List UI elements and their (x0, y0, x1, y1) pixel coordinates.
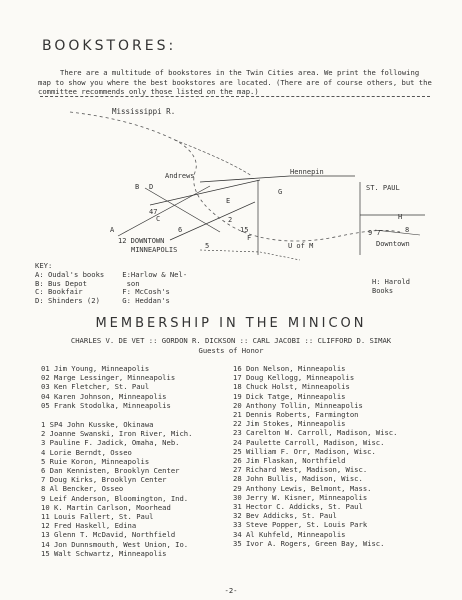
member-entry: 27 Richard West, Madison, Wisc. (233, 465, 368, 475)
member-entry: 6 Dan Kennisten, Brooklyn Center (41, 466, 180, 476)
member-entry: 21 Dennis Roberts, Farmington (233, 410, 359, 420)
map-marker-b: B (135, 183, 140, 191)
key-title: KEY: (35, 261, 53, 270)
key-item-a: A: Oudal's books (35, 269, 105, 279)
member-entry: 1 SP4 John Kusske, Okinawa (41, 420, 154, 430)
map-marker-6: 6 (178, 226, 183, 234)
road-sp (375, 230, 420, 235)
member-entry: 03 Ken Fletcher, St. Paul (41, 382, 150, 392)
road-diag-2 (150, 180, 260, 205)
member-list-right (233, 364, 397, 548)
key-item-d: D: Shinders (2) (35, 296, 100, 306)
river-line-2 (175, 140, 252, 176)
map-harold-label-2: Books (372, 287, 394, 295)
map-marker-47: 47 (149, 208, 158, 216)
map-harold-label-1: H: Harold (372, 278, 410, 286)
map-marker-e: E (226, 197, 231, 205)
member-entry: 3 Pauline F. Jadick, Omaha, Neb. (41, 438, 180, 448)
map-andrews-label: Andrews (165, 172, 195, 180)
map-marker-2: 2 (228, 216, 233, 224)
member-entry: 10 K. Martin Carlson, Moorhead (41, 502, 171, 512)
intro-paragraph (38, 68, 433, 97)
map-marker-9-7: 9 7 (368, 229, 381, 237)
river-line (70, 112, 403, 241)
membership-title: MEMBERSHIP IN THE MINICON (95, 316, 367, 331)
member-entry: 11 Louis Fallert, St. Paul (41, 512, 154, 522)
map-marker-c: C (156, 215, 161, 223)
member-entry: 32 Bev Addicks, St. Paul (233, 511, 337, 521)
member-entry: 20 Anthony Tollin, Minneapolis (233, 400, 363, 410)
member-entry: 04 Karen Johnson, Minneapolis (41, 391, 167, 401)
member-entry: 30 Jerry W. Kisner, Minneapolis (233, 492, 368, 502)
member-entry: 17 Doug Kellogg, Minneapolis (233, 373, 355, 383)
map-marker-8: 8 (405, 226, 410, 234)
map-marker-a: A (110, 226, 115, 234)
map-marker-15: 15 (240, 226, 249, 234)
member-entry: 18 Chuck Holst, Minneapolis (233, 382, 350, 392)
map-u-of-m-label: U of M (288, 242, 314, 250)
key-left-col (35, 271, 104, 306)
map-river-label: Mississippi R. (112, 107, 176, 116)
map-marker-d: D (149, 183, 154, 191)
member-entry: 35 Ivor A. Rogers, Green Bay, Wisc. (233, 538, 385, 548)
key-item-e: E:Harlow & Nel- son (122, 269, 188, 288)
member-entry: 2 Joanne Swanski, Iron River, Mich. (41, 429, 193, 439)
member-entry: 24 Paulette Carroll, Madison, Wisc. (233, 437, 385, 447)
member-entry: 02 Marge Lessinger, Minneapolis (41, 373, 176, 383)
map-st-paul-label: ST. PAUL (366, 184, 400, 192)
road-lower (200, 250, 300, 260)
member-entry: 31 Hector C. Addicks, St. Paul (233, 502, 363, 512)
map-hennepin-label: Hennepin (290, 168, 324, 176)
member-entry: 8 Al Bencker, Osseo (41, 484, 124, 494)
guests-of-honor (0, 336, 462, 355)
map-marker-5: 5 (205, 242, 210, 250)
map-marker-g: G (278, 188, 283, 196)
member-entry: 14 Jon Dunnsmouth, West Union, Io. (41, 539, 189, 549)
key-item-f: F: McCosh's (122, 287, 170, 297)
map-downtown-mpls-label-1: 12 DOWNTOWN (118, 237, 165, 245)
member-entry: 15 Walt Schwartz, Minneapolis (41, 548, 167, 558)
map-key (35, 262, 187, 306)
member-entry: 28 John Bullis, Madison, Wisc. (233, 474, 363, 484)
member-entry: 34 Al Kuhfeld, Minneapolis (233, 529, 346, 539)
member-entry: 4 Lorie Berndt, Osseo (41, 447, 132, 457)
member-entry: 33 Steve Popper, St. Louis Park (233, 520, 368, 530)
member-list-left (41, 364, 192, 558)
guests-sub: Guests of Honor (198, 345, 264, 355)
member-entry: 22 Jim Stokes, Minneapolis (233, 419, 346, 429)
map-downtown-mpls-label-2: MINNEAPOLIS (131, 246, 178, 254)
member-entry: 12 Fred Haskell, Edina (41, 521, 137, 531)
member-entry: 01 Jim Young, Minneapolis (41, 364, 150, 373)
member-entry: 5 Ruie Koron, Minneapolis (41, 456, 150, 466)
page-number: -2- (224, 586, 238, 595)
member-entry: 25 William F. Orr, Madison, Wisc. (233, 446, 376, 456)
intro-text: There are a multitude of bookstores in the Twin Cities area. We print the following map to show you where the best bookstores are located. (There are of course others, but the committee recommends only those listed on the map.) (38, 68, 432, 97)
member-entry: 05 Frank Stodolka, Minneapolis (41, 400, 171, 410)
bookstores-heading: BOOKSTORES: (42, 38, 177, 54)
member-entry: 29 Anthony Lewis, Belmont, Mass. (233, 483, 372, 493)
key-item-c: C: Bookfair (35, 287, 83, 297)
guests-line: CHARLES V. DE VET :: GORDON R. DICKSON :: CARL JACOBI :: CLIFFORD D. SIMAK (70, 336, 392, 345)
map-downtown-sp-label: Downtown (376, 240, 410, 248)
key-item-b: B: Bus Depot (35, 278, 87, 288)
member-entry: 23 Carelton W. Carroll, Madison, Wisc. (233, 428, 398, 438)
divider (40, 96, 430, 97)
member-entry: 26 Jim Flaskan, Northfield (233, 456, 346, 466)
member-entry: 19 Dick Tatge, Minneapolis (233, 391, 346, 401)
member-entry: 13 Glenn T. McDavid, Northfield (41, 530, 176, 540)
map-marker-f: F (247, 234, 252, 242)
member-entry: 7 Doug Kirks, Brooklyn Center (41, 475, 167, 485)
member-entry: 16 Don Nelson, Minneapolis (233, 364, 346, 373)
member-entry: 9 Leif Anderson, Bloomington, Ind. (41, 493, 189, 503)
hennepin-road (200, 176, 355, 182)
key-item-g: G: Heddan's (122, 296, 170, 306)
map-marker-h: H (398, 213, 403, 221)
road-diag-4 (170, 202, 255, 240)
key-right-col (122, 271, 187, 306)
